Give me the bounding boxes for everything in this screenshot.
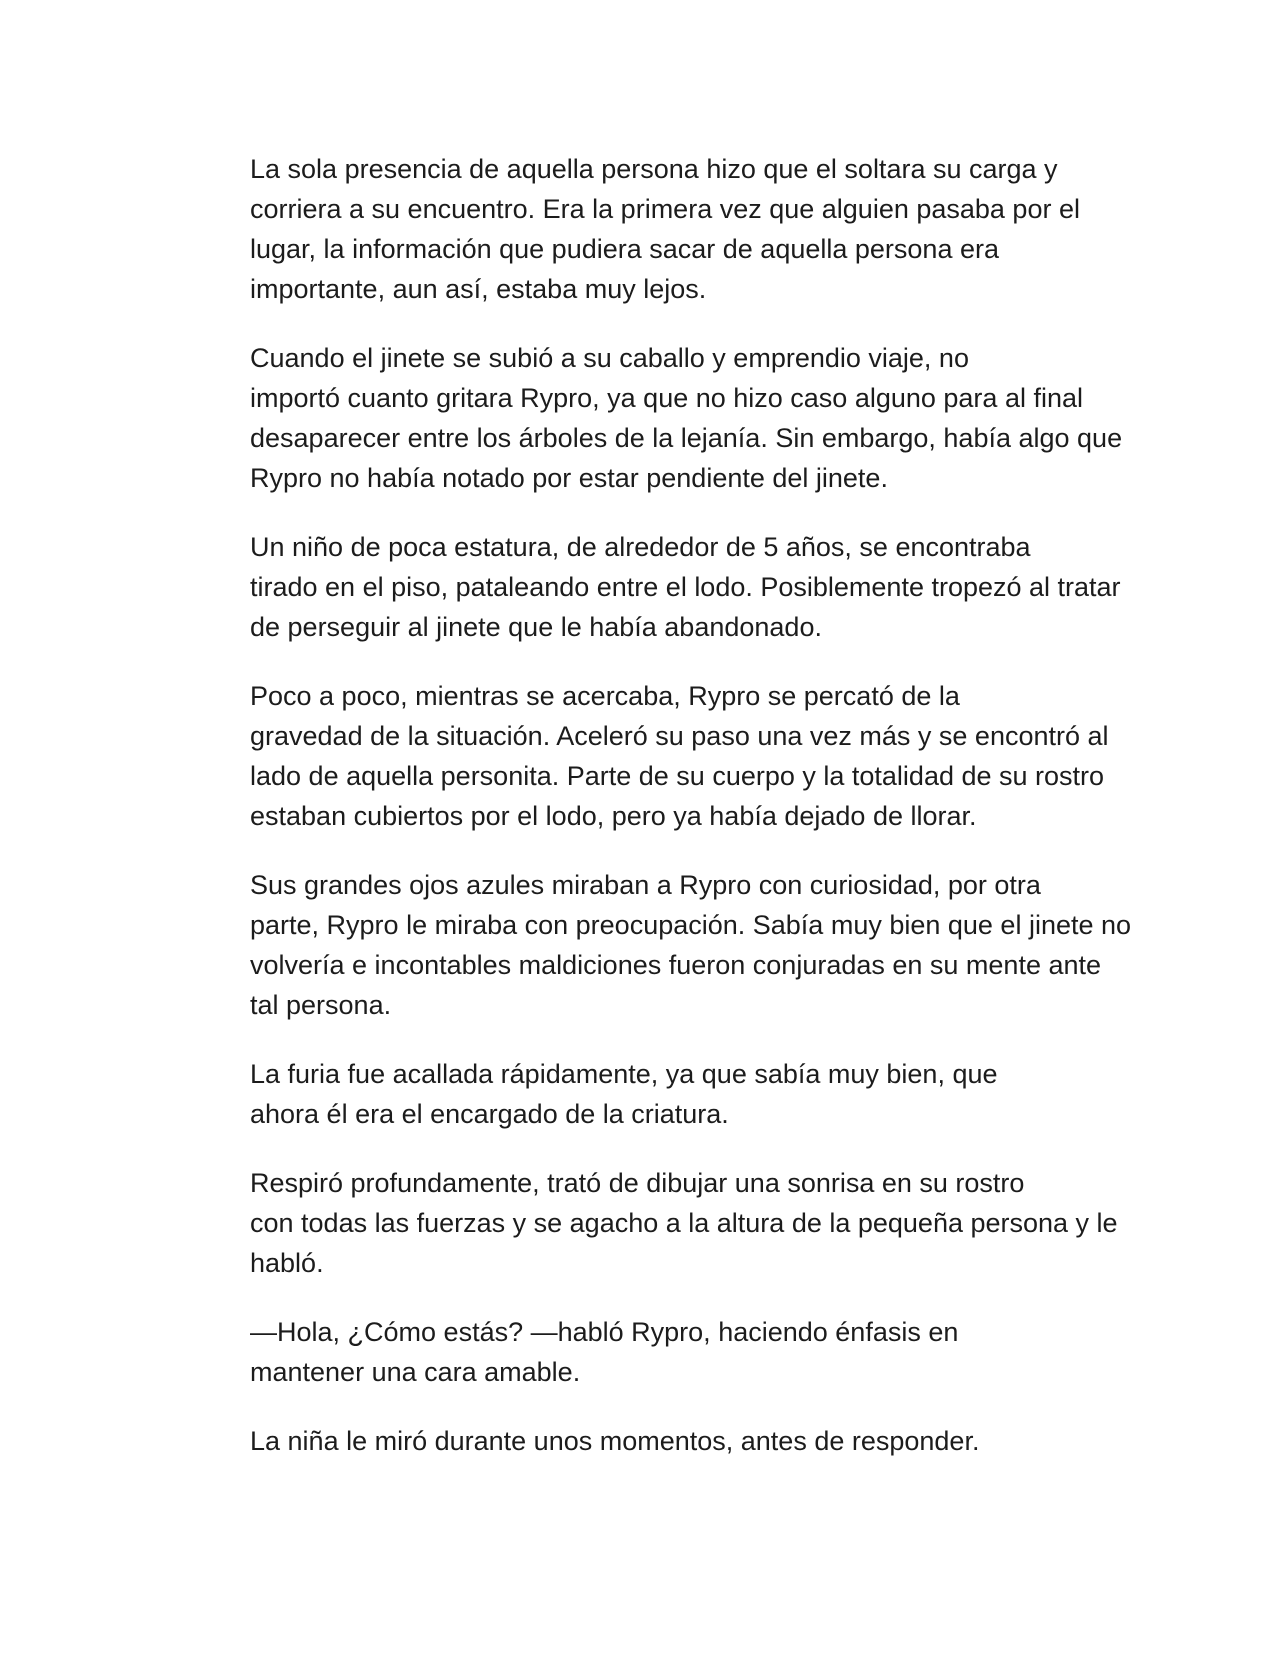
text-line: tirado en el piso, pataleando entre el lodo. Posiblemente tropezó al tratar xyxy=(250,572,1121,602)
text-line: con todas las fuerzas y se agacho a la altura de la pequeña persona y le xyxy=(250,1208,1118,1238)
text-line: importó cuanto gritara Rypro, ya que no hizo caso alguno para al final xyxy=(250,383,1083,413)
text-line: Rypro no había notado por estar pendiente del jinete. xyxy=(250,463,888,493)
text-line: parte, Rypro le miraba con preocupación. Sabía muy bien que el jinete no xyxy=(250,910,1132,940)
text-line: La furia fue acallada rápidamente, ya que sabía muy bien, que xyxy=(250,1059,998,1089)
text-line: La sola presencia de aquella persona hizo que el soltara su carga y xyxy=(250,154,1058,184)
text-line: estaban cubiertos por el lodo, pero ya había dejado de llorar. xyxy=(250,801,977,831)
text-line: Cuando el jinete se subió a su caballo y emprendio viaje, no xyxy=(250,343,969,373)
text-line: corriera a su encuentro. Era la primera vez que alguien pasaba por el xyxy=(250,194,1080,224)
text-line: Poco a poco, mientras se acercaba, Rypro se percató de la xyxy=(250,681,960,711)
text-line: mantener una cara amable. xyxy=(250,1357,581,1387)
text-line: —Hola, ¿Cómo estás? —habló Rypro, haciendo énfasis en xyxy=(250,1317,959,1347)
text-line: lado de aquella personita. Parte de su cuerpo y la totalidad de su rostro xyxy=(250,761,1105,791)
document-body xyxy=(176,149,1132,1490)
text-line: importante, aun así, estaba muy lejos. xyxy=(250,274,707,304)
text-line: ahora él era el encargado de la criatura. xyxy=(250,1099,729,1129)
paragraph-1 xyxy=(176,149,1116,309)
text-line: lugar, la información que pudiera sacar de aquella persona era xyxy=(250,234,999,264)
paragraph-7 xyxy=(176,1163,1116,1283)
paragraph-2 xyxy=(176,338,1123,498)
text-line: tal persona. xyxy=(250,990,392,1020)
paragraph-3 xyxy=(176,527,1121,647)
paragraph-5 xyxy=(176,865,1132,1025)
text-line: Sus grandes ojos azules miraban a Rypro con curiosidad, por otra xyxy=(250,870,1041,900)
text-line: gravedad de la situación. Aceleró su paso una vez más y se encontró al xyxy=(250,721,1109,751)
paragraph-6 xyxy=(176,1054,1116,1134)
text-line: La niña le miró durante unos momentos, antes de responder. xyxy=(250,1426,980,1456)
text-line: Respiró profundamente, trató de dibujar una sonrisa en su rostro xyxy=(250,1168,1025,1198)
paragraph-9 xyxy=(176,1421,1116,1461)
text-line: habló. xyxy=(250,1248,324,1278)
text-line: desaparecer entre los árboles de la lejanía. Sin embargo, había algo que xyxy=(250,423,1123,453)
paragraph-8 xyxy=(176,1312,1116,1392)
paragraph-4 xyxy=(176,676,1116,836)
text-line: de perseguir al jinete que le había abandonado. xyxy=(250,612,822,642)
text-line: volvería e incontables maldiciones fueron conjuradas en su mente ante xyxy=(250,950,1102,980)
text-line: Un niño de poca estatura, de alrededor de 5 años, se encontraba xyxy=(250,532,1031,562)
